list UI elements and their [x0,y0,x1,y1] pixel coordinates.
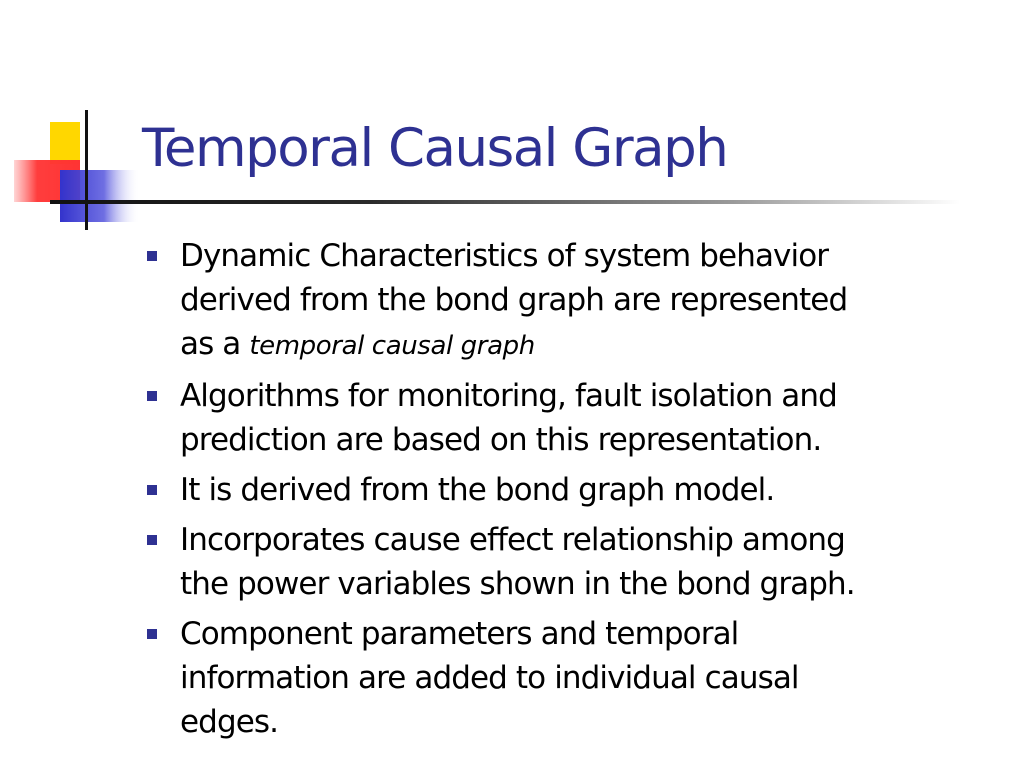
bullet-text-line: information are added to individual causal [180,660,799,696]
corner-logo-graphic [0,0,150,240]
bullet-item [180,518,1010,606]
bullet-text-line: Incorporates cause effect relationship among [180,522,845,558]
bullet-text-line: derived from the bond graph are represented [180,282,848,318]
bullet-text-line: Dynamic Characteristics of system behavior [180,238,829,274]
logo-yellow-square [50,122,80,164]
bullet-text-prefix: as a [180,326,250,362]
bullet-item [180,374,1010,462]
bullet-list [180,234,1010,750]
bullet-text-line: edges. [180,704,279,740]
logo-blue-bar [60,170,140,222]
slide-title: Temporal Causal Graph [142,118,728,179]
square-bullet-icon [147,535,157,545]
title-underline-rule [50,200,960,204]
bullet-text-line: Algorithms for monitoring, fault isolation and [180,378,837,414]
square-bullet-icon [147,391,157,401]
bullet-text-line: Component parameters and temporal [180,616,739,652]
bullet-text-line: It is derived from the bond graph model. [180,472,775,508]
square-bullet-icon [147,251,157,261]
square-bullet-icon [147,629,157,639]
logo-vertical-line [85,110,88,230]
bullet-item [180,234,1010,368]
emphasis-term: temporal causal graph [249,331,535,361]
bullet-item [180,612,1010,744]
bullet-text-line: the power variables shown in the bond graph. [180,566,855,602]
bullet-item [180,468,1010,512]
square-bullet-icon [147,485,157,495]
bullet-text-line: prediction are based on this representation. [180,422,822,458]
bullet-text-line [180,322,1010,368]
